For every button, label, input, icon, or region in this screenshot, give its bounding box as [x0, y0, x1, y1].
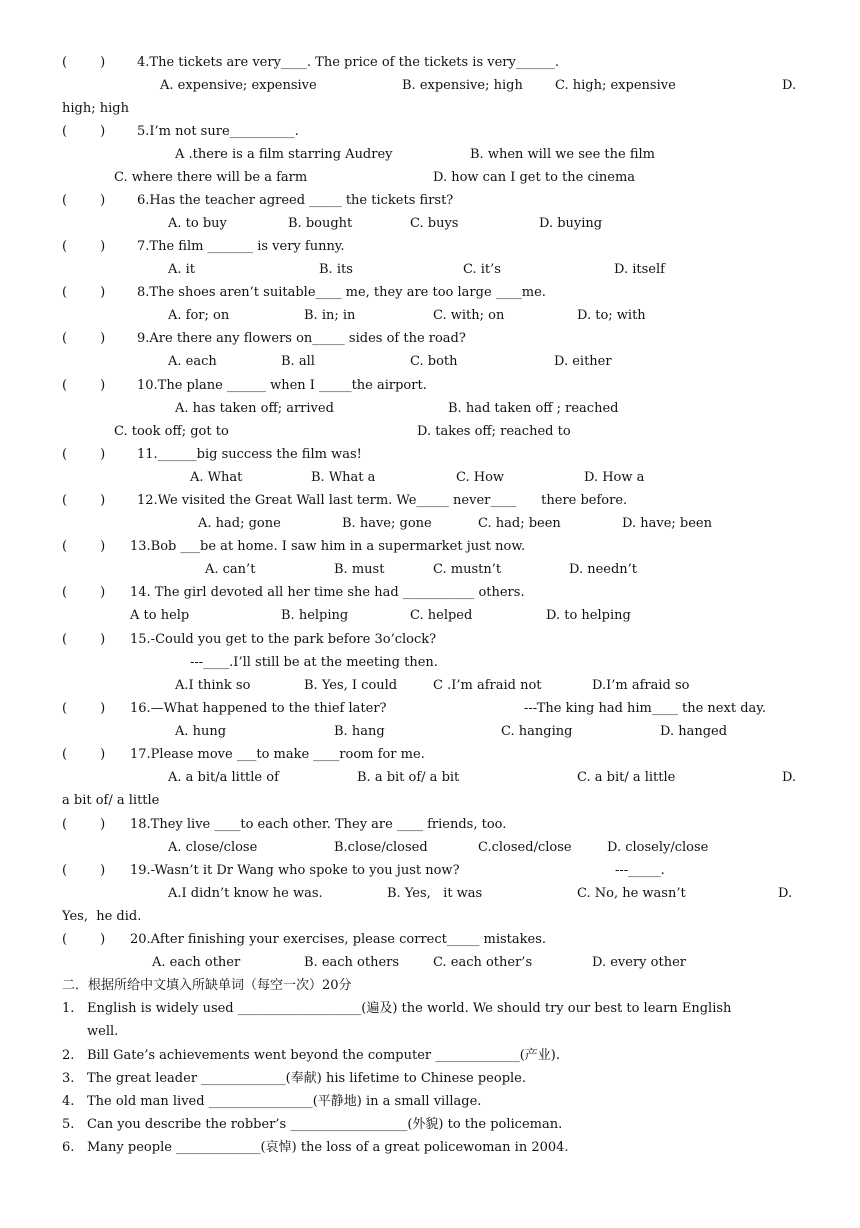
option-b: B. a bit of/ a bit	[357, 770, 460, 785]
option-b: B. have; gone	[342, 516, 432, 531]
option-c: C. high; expensive	[555, 78, 676, 93]
option-c: C. hanging	[501, 724, 573, 739]
question-16	[0, 697, 860, 720]
item-number: 4.	[62, 1094, 75, 1109]
option-c: C. with; on	[433, 308, 505, 323]
option-d: D. itself	[614, 262, 665, 277]
option-c: C. took off; got to	[114, 424, 229, 439]
option-b: B.close/closed	[334, 840, 428, 855]
answer-paren: ( )	[62, 447, 106, 462]
option-c: C. a bit/ a little	[577, 770, 676, 785]
question-15	[0, 628, 860, 651]
question-stem: 8.The shoes aren’t suitable____ me, they are too large ____me.	[137, 285, 546, 300]
item-text: The great leader _____________(奉献) his lifetime to Chinese people.	[87, 1071, 527, 1086]
item-text: Many people _____________(哀悼) the loss of a great policewoman in 2004.	[87, 1140, 569, 1155]
option-a: A.I think so	[175, 678, 251, 693]
option-d: D.	[782, 78, 797, 93]
question-stem: 16.—What happened to the thief later?	[130, 701, 387, 716]
option-c: C. where there will be a farm	[114, 170, 308, 185]
question-19	[0, 859, 860, 882]
answer-paren: ( )	[62, 239, 106, 254]
option-d: D. how can I get to the cinema	[433, 170, 636, 185]
option-c: C .I’m afraid not	[433, 678, 542, 693]
option-c: C. had; been	[478, 516, 561, 531]
question-13-options	[0, 558, 860, 581]
fill-item-3	[0, 1067, 860, 1090]
question-stem: 12.We visited the Great Wall last term. We_____ never____ there before.	[137, 493, 628, 508]
option-b: B. must	[334, 562, 385, 577]
option-b: B. Yes, it was	[387, 886, 483, 901]
option-b: B. Yes, I could	[304, 678, 398, 693]
question-7	[0, 235, 860, 258]
section-title: 二．根据所给中文填入所缺单词（每空一次）20分	[62, 978, 352, 993]
option-b: B. What a	[311, 470, 376, 485]
option-c: C. each other’s	[433, 955, 533, 970]
answer-paren: ( )	[62, 932, 106, 947]
section-2-title	[0, 974, 860, 997]
option-c: C.closed/close	[478, 840, 572, 855]
option-a: A. it	[168, 262, 196, 277]
fill-item-1-cont	[0, 1020, 860, 1043]
question-18-options	[0, 836, 860, 859]
item-number: 3.	[62, 1071, 75, 1086]
question-5-options-2	[0, 166, 860, 189]
question-14-options	[0, 604, 860, 627]
option-c: C. No, he wasn’t	[577, 886, 686, 901]
question-10-options	[0, 397, 860, 420]
question-stem: 19.-Wasn’t it Dr Wang who spoke to you just now?	[130, 863, 460, 878]
question-11-options	[0, 466, 860, 489]
answer-paren: ( )	[62, 378, 106, 393]
question-9-options	[0, 350, 860, 373]
question-stem: 9.Are there any flowers on_____ sides of the road?	[137, 331, 466, 346]
question-7-options	[0, 258, 860, 281]
answer-paren: ( )	[62, 747, 106, 762]
answer-paren: ( )	[62, 285, 106, 300]
option-b: B. expensive; high	[402, 78, 523, 93]
option-a: A. What	[190, 470, 243, 485]
option-b: B. all	[281, 354, 315, 369]
option-b: B. hang	[334, 724, 385, 739]
option-a: A. hung	[175, 724, 227, 739]
option-a: A. each	[168, 354, 217, 369]
question-4-options	[0, 74, 860, 97]
question-18	[0, 813, 860, 836]
item-number: 6.	[62, 1140, 75, 1155]
option-a: A .there is a film starring Audrey	[175, 147, 393, 162]
option-d-text: Yes, he did.	[62, 909, 142, 924]
question-8-options	[0, 304, 860, 327]
question-stem: 6.Has the teacher agreed _____ the tickets first?	[137, 193, 454, 208]
question-stem: 13.Bob ___be at home. I saw him in a supermarket just now.	[130, 539, 526, 554]
option-b: B. its	[319, 262, 353, 277]
question-stem: 15.-Could you get to the park before 3o’clock?	[130, 632, 437, 647]
option-a: A. can’t	[205, 562, 256, 577]
question-stem: 4.The tickets are very____. The price of the tickets is very______.	[137, 55, 559, 70]
question-5	[0, 120, 860, 143]
option-d: D. every other	[592, 955, 686, 970]
question-6-options	[0, 212, 860, 235]
answer-paren: ( )	[62, 539, 106, 554]
option-b: B. each others	[304, 955, 400, 970]
question-stem: 17.Please move ___to make ____room for me.	[130, 747, 425, 762]
option-c: C. buys	[410, 216, 459, 231]
question-15-reply	[0, 651, 860, 674]
question-10	[0, 374, 860, 397]
fill-item-2	[0, 1044, 860, 1067]
option-d: D. to helping	[546, 608, 631, 623]
question-4	[0, 51, 860, 74]
option-a: A. close/close	[168, 840, 258, 855]
option-c: C. helped	[410, 608, 473, 623]
option-d: D. hanged	[660, 724, 728, 739]
item-text: The old man lived ________________(平静地) in a small village.	[87, 1094, 482, 1109]
item-number: 1.	[62, 1001, 75, 1016]
question-20	[0, 928, 860, 951]
option-b: B. bought	[288, 216, 353, 231]
option-d-text: high; high	[62, 101, 129, 116]
option-c: C. both	[410, 354, 458, 369]
option-d: D. closely/close	[607, 840, 709, 855]
question-12-options	[0, 512, 860, 535]
option-a: A. had; gone	[198, 516, 281, 531]
option-d: D. How a	[584, 470, 645, 485]
question-stem-right: ---The king had him____ the next day.	[524, 701, 767, 716]
option-c: C. mustn’t	[433, 562, 502, 577]
option-a: A. for; on	[168, 308, 230, 323]
question-12	[0, 489, 860, 512]
option-a: A.I didn’t know he was.	[168, 886, 323, 901]
question-8	[0, 281, 860, 304]
question-11	[0, 443, 860, 466]
question-10-options-2	[0, 420, 860, 443]
option-d: D. have; been	[622, 516, 712, 531]
option-d: D.	[778, 886, 793, 901]
fill-item-5	[0, 1113, 860, 1136]
question-19-options	[0, 882, 860, 905]
option-d: D. buying	[539, 216, 603, 231]
fill-item-1	[0, 997, 860, 1020]
fill-item-4	[0, 1090, 860, 1113]
option-d: D.	[782, 770, 797, 785]
question-16-options	[0, 720, 860, 743]
question-17-options-cont	[0, 789, 860, 812]
question-17-options	[0, 766, 860, 789]
answer-paren: ( )	[62, 193, 106, 208]
item-text: English is widely used ___________________(遍及) the world. We should try our best to learn English	[87, 1001, 732, 1016]
option-a: A to help	[130, 608, 190, 623]
option-d: D. either	[554, 354, 612, 369]
answer-paren: ( )	[62, 817, 106, 832]
option-a: A. each other	[152, 955, 241, 970]
option-b: B. had taken off ; reached	[448, 401, 619, 416]
option-a: A. a bit/a little of	[168, 770, 279, 785]
option-c: C. How	[456, 470, 505, 485]
answer-paren: ( )	[62, 331, 106, 346]
answer-paren: ( )	[62, 863, 106, 878]
question-stem: 10.The plane ______ when I _____the airport.	[137, 378, 427, 393]
fill-item-6	[0, 1136, 860, 1159]
question-stem: 18.They live ____to each other. They are ____ friends, too.	[130, 817, 507, 832]
question-9	[0, 327, 860, 350]
question-5-options	[0, 143, 860, 166]
question-15-options	[0, 674, 860, 697]
item-text: Can you describe the robber’s __________________(外貌) to the policeman.	[87, 1117, 563, 1132]
answer-paren: ( )	[62, 55, 106, 70]
question-stem-right: ---_____.	[615, 863, 665, 878]
question-stem: 11.______big success the film was!	[137, 447, 362, 462]
question-6	[0, 189, 860, 212]
question-20-options	[0, 951, 860, 974]
question-stem: 5.I’m not sure__________.	[137, 124, 299, 139]
question-stem: 7.The film _______ is very funny.	[137, 239, 345, 254]
option-d: D. needn’t	[569, 562, 638, 577]
item-text: Bill Gate’s achievements went beyond the computer _____________(产业).	[87, 1048, 561, 1063]
option-a: A. expensive; expensive	[160, 78, 317, 93]
option-b: B. when will we see the film	[470, 147, 655, 162]
answer-paren: ( )	[62, 701, 106, 716]
question-14	[0, 581, 860, 604]
answer-paren: ( )	[62, 585, 106, 600]
option-c: C. it’s	[463, 262, 501, 277]
item-number: 5.	[62, 1117, 75, 1132]
question-stem-reply: ---____.I’ll still be at the meeting then.	[190, 655, 438, 670]
question-17	[0, 743, 860, 766]
option-b: B. in; in	[304, 308, 356, 323]
option-d: D. to; with	[577, 308, 646, 323]
question-stem: 14. The girl devoted all her time she had ___________ others.	[130, 585, 525, 600]
answer-paren: ( )	[62, 493, 106, 508]
option-d: D. takes off; reached to	[417, 424, 571, 439]
question-19-options-cont	[0, 905, 860, 928]
question-4-options-cont	[0, 97, 860, 120]
option-b: B. helping	[281, 608, 349, 623]
item-number: 2.	[62, 1048, 75, 1063]
question-stem: 20.After finishing your exercises, please correct_____ mistakes.	[130, 932, 546, 947]
option-a: A. to buy	[168, 216, 227, 231]
option-d-text: a bit of/ a little	[62, 793, 160, 808]
option-a: A. has taken off; arrived	[175, 401, 334, 416]
item-text-cont: well.	[87, 1024, 119, 1039]
answer-paren: ( )	[62, 124, 106, 139]
answer-paren: ( )	[62, 632, 106, 647]
question-13	[0, 535, 860, 558]
option-d: D.I’m afraid so	[592, 678, 690, 693]
